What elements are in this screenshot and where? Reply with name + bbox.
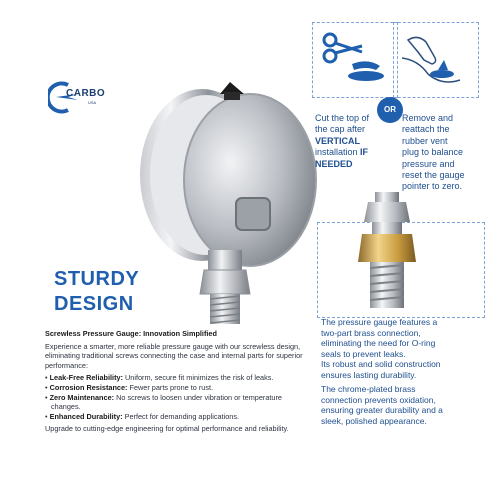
bullet-label: Leak-Free Reliability:: [49, 373, 123, 383]
cut-instruction: [315, 113, 387, 170]
bullet-label: Enhanced Durability:: [49, 411, 123, 421]
paragraph-line: The chrome-plated brass: [321, 384, 416, 394]
cut-line: [315, 147, 387, 158]
paragraph-line: eliminating the need for O-ring: [321, 338, 436, 348]
paragraph-line: The pressure gauge features a: [321, 317, 438, 327]
cut-emphasis: VERTICAL: [315, 135, 360, 146]
paragraph-line: ensuring greater durability and a: [321, 405, 443, 415]
paragraph-line: Its robust and solid construction: [321, 359, 441, 369]
remove-line: pointer to zero.: [402, 181, 463, 192]
cut-line: Cut the top of: [315, 113, 370, 123]
logo-sub: USA: [88, 100, 97, 105]
screwless-description: [45, 329, 307, 437]
paragraph-line: two-part brass connection,: [321, 327, 421, 338]
cut-emphasis: IF: [360, 147, 369, 158]
remove-line: pressure and: [402, 158, 455, 169]
bullet-label: Zero Maintenance:: [49, 392, 115, 402]
bullet-text: Uniform, secure fit minimizes the risk of leaks.: [123, 373, 274, 383]
cut-text: installation: [315, 147, 361, 158]
brass-fitting-image: [352, 192, 422, 310]
bullet-text: Perfect for demanding applications.: [122, 411, 239, 421]
paragraph-line: sleek, polished appearance.: [321, 415, 427, 426]
remove-line: plug to balance: [402, 147, 464, 158]
remove-line: reset the gauge: [402, 170, 465, 181]
intro-paragraph: Experience a smarter, more reliable pressure gauge with our screwless design, eliminating traditional screws connecting the case and internal parts for superior performance:: [45, 341, 303, 370]
remove-line: rubber vent: [402, 135, 448, 146]
cut-emphasis: NEEDED: [315, 158, 353, 169]
chrome-plating-paragraph: [321, 384, 491, 426]
remove-line: Remove and: [402, 113, 454, 123]
remove-instruction: [402, 113, 494, 193]
list-item: • Zero Maintenance: No screws to loosen under vibration or temperature changes.: [45, 392, 282, 412]
or-badge: OR: [377, 97, 403, 123]
cut-line-emphasis: [315, 159, 387, 170]
headline: [54, 267, 254, 317]
cut-line-emphasis: [315, 136, 387, 147]
bullet-text: Fewer parts prone to rust.: [127, 382, 214, 392]
list-item: • Enhanced Durability: Perfect for demanding applications.: [45, 411, 239, 421]
brand-logo: [48, 80, 110, 114]
feature-list: [45, 373, 307, 421]
cut-line: the cap after: [315, 124, 366, 135]
bullet-text: No screws to loosen under vibration or temperature changes.: [51, 392, 282, 412]
headline-line2: DESIGN: [54, 293, 134, 315]
footer-paragraph: Upgrade to cutting-edge engineering for optimal performance and reliability.: [45, 424, 289, 434]
list-item: • Corrosion Resistance: Fewer parts prone to rust.: [45, 382, 214, 392]
remove-line: reattach the: [402, 124, 450, 135]
bullet-label: Corrosion Resistance:: [49, 382, 128, 392]
paragraph-line: seals to prevent leaks.: [321, 348, 406, 359]
logo-name: CARBO: [66, 88, 106, 99]
list-item: • Leak-Free Reliability: Uniform, secure fit minimizes the risk of leaks.: [45, 373, 274, 383]
vent-plug-hand-icon: [398, 30, 472, 90]
headline-line1: STURDY: [54, 268, 140, 290]
paragraph-line: connection prevents oxidation,: [321, 394, 436, 405]
section-heading: Screwless Pressure Gauge: Innovation Simplified: [45, 329, 217, 338]
paragraph-line: ensures lasting durability.: [321, 369, 417, 380]
brass-connection-paragraph: [321, 317, 491, 380]
scissors-icon: [320, 30, 392, 86]
